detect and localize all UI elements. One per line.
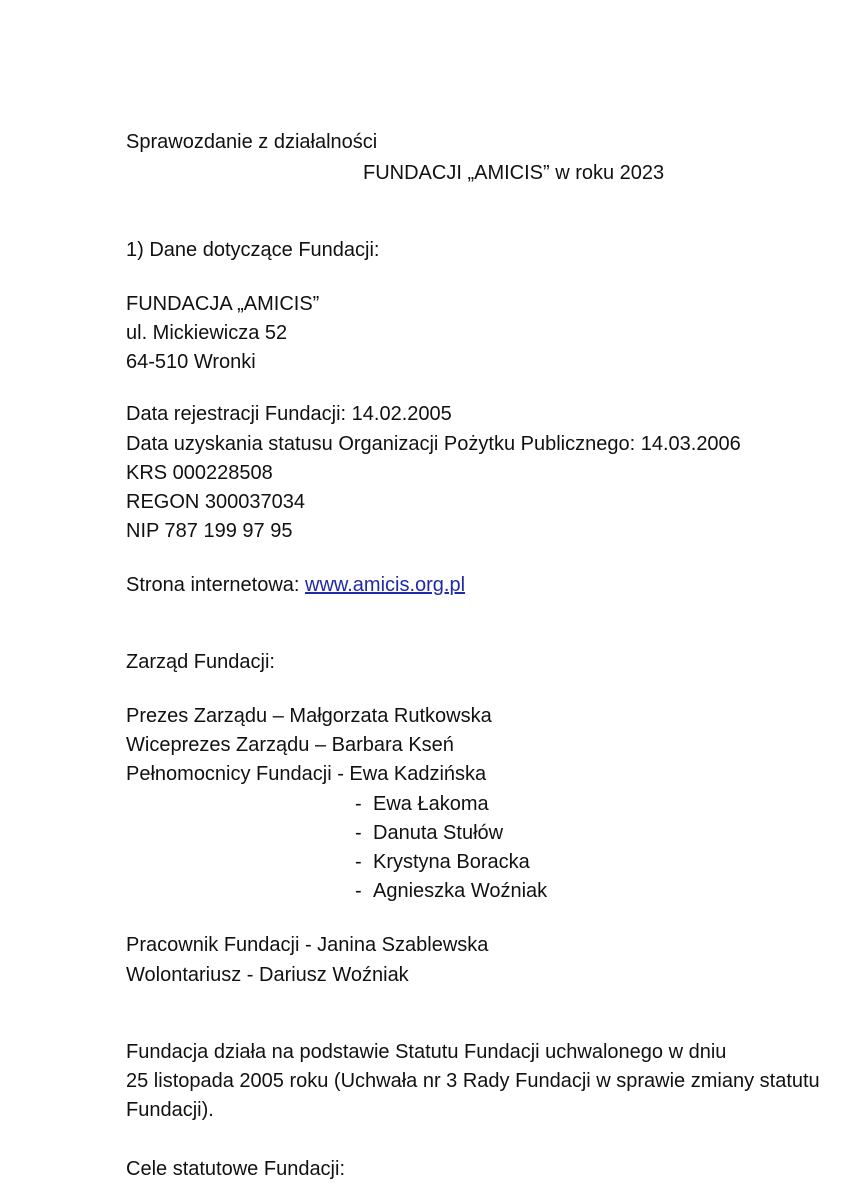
- section-heading-foundation-data: 1) Dane dotyczące Fundacji:: [126, 239, 380, 261]
- goals-heading: Cele statutowe Fundacji:: [126, 1158, 346, 1180]
- website-label: Strona internetowa:: [126, 574, 305, 596]
- list-dash: -: [355, 822, 362, 844]
- report-subtitle: FUNDACJI „AMICIS” w roku 2023: [363, 162, 665, 184]
- proxy-list-item: [355, 791, 489, 817]
- list-dash: -: [355, 880, 362, 902]
- nip-number: NIP 787 199 97 95: [126, 520, 293, 542]
- board-proxies: Pełnomocnicy Fundacji - Ewa Kadzińska: [126, 763, 487, 785]
- proxy-name: Krystyna Boracka: [373, 851, 530, 873]
- foundation-name: FUNDACJA „AMICIS”: [126, 293, 320, 315]
- board-president: Prezes Zarządu – Małgorzata Rutkowska: [126, 705, 492, 727]
- list-dash: -: [355, 851, 362, 873]
- website-link[interactable]: www.amicis.org.pl: [305, 574, 466, 596]
- board-heading: Zarząd Fundacji:: [126, 651, 275, 673]
- regon-number: REGON 300037034: [126, 491, 306, 513]
- staff-employee: Pracownik Fundacji - Janina Szablewska: [126, 934, 489, 956]
- registration-date: Data rejestracji Fundacji: 14.02.2005: [126, 403, 452, 425]
- opp-status-date: Data uzyskania statusu Organizacji Pożytku Publicznego: 14.03.2006: [126, 433, 741, 455]
- report-title: Sprawozdanie z działalności: [126, 131, 378, 153]
- foundation-street: ul. Mickiewicza 52: [126, 322, 288, 344]
- proxy-list-item: [355, 849, 530, 875]
- foundation-city: 64-510 Wronki: [126, 351, 256, 373]
- list-dash: -: [355, 793, 362, 815]
- proxy-name: Agnieszka Woźniak: [373, 880, 548, 902]
- proxy-name: Ewa Łakoma: [373, 793, 489, 815]
- krs-number: KRS 000228508: [126, 462, 273, 484]
- proxy-name: Danuta Stułów: [373, 822, 504, 844]
- statute-line-3: Fundacji).: [126, 1099, 214, 1121]
- website-line: [126, 572, 465, 598]
- board-vice-president: Wiceprezes Zarządu – Barbara Kseń: [126, 734, 454, 756]
- statute-line-1: Fundacja działa na podstawie Statutu Fundacji uchwalonego w dniu: [126, 1041, 727, 1063]
- statute-line-2: 25 listopada 2005 roku (Uchwała nr 3 Rady Fundacji w sprawie zmiany statutu: [126, 1070, 820, 1092]
- staff-volunteer: Wolontariusz - Dariusz Woźniak: [126, 964, 409, 986]
- proxy-list-item: [355, 878, 547, 904]
- proxy-list-item: [355, 820, 503, 846]
